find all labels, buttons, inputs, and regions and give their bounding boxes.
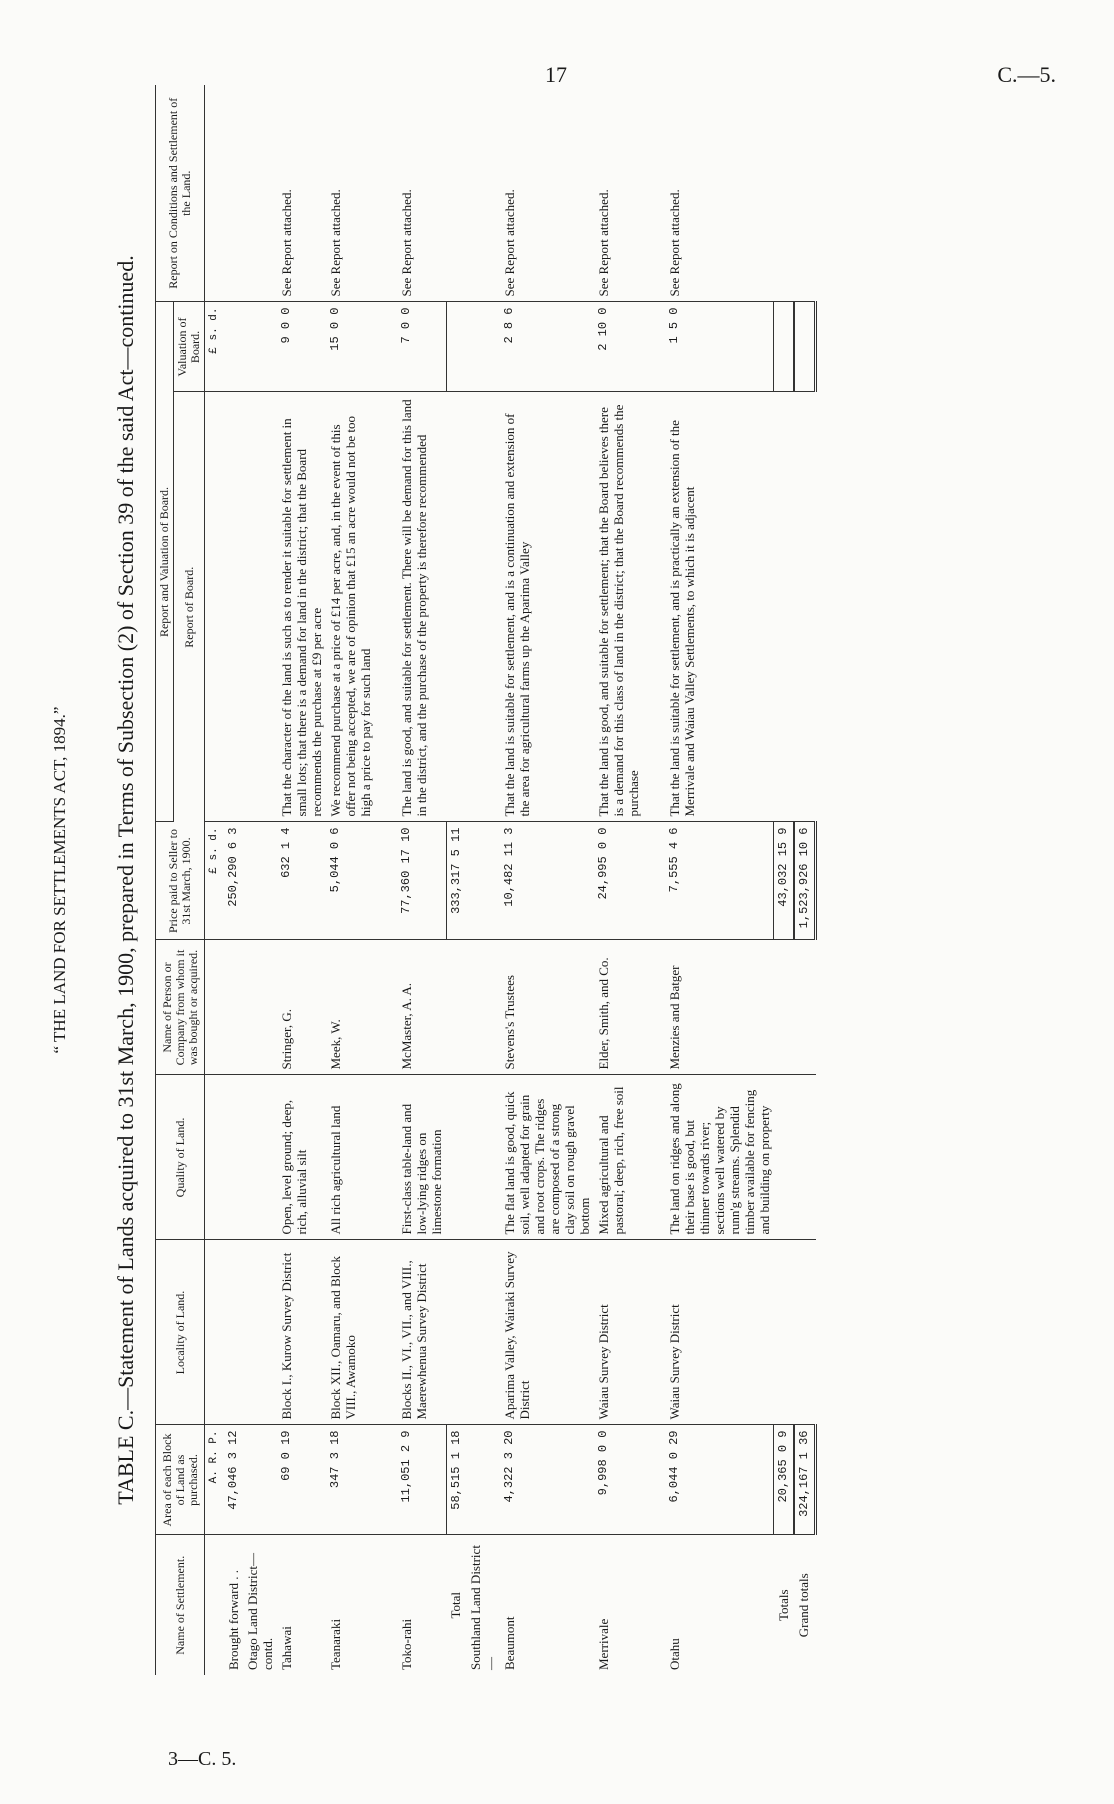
table-row — [594, 85, 643, 1675]
cell-seller — [224, 940, 243, 1075]
cell-seller — [794, 940, 816, 1075]
cell-quality — [243, 1075, 277, 1240]
cell-price: 1,523,926 10 6 — [794, 822, 816, 940]
cell-valuation — [224, 302, 243, 392]
table-row — [466, 85, 500, 1675]
cell-conditions — [794, 85, 816, 302]
cell-valuation: 2 10 0 — [594, 302, 643, 392]
cell-locality — [466, 1240, 500, 1425]
footer-signature: 3—C. 5. — [168, 1748, 237, 1770]
table-title-main: TABLE C.—Statement of Lands acquired to 31st March, 1900, prepared in Terms of Subsection (2) of Section 39 of the said Act—continued. — [113, 255, 138, 1505]
cell-conditions: See Report attached. — [397, 85, 446, 302]
cell-valuation — [243, 302, 277, 392]
cell-area: 47,046 3 12 — [224, 1425, 243, 1535]
cell-report — [243, 392, 277, 822]
cell-price: 5,044 0 6 — [326, 822, 375, 940]
price-units: £ s. d. — [205, 822, 225, 940]
spacer-row — [375, 85, 397, 1675]
table-row — [794, 85, 816, 1675]
cell-locality: Aparima Valley, Wairaki Survey District — [500, 1240, 594, 1425]
cell-price: 10,482 11 3 — [500, 822, 594, 940]
cell-name: Totals — [775, 1589, 791, 1622]
cell-locality: Blocks II., VI., VII., and VIII., Maerewhenua Survey District — [397, 1240, 446, 1425]
cell-quality: First-class table-land and low-lying ridges on limestone formation — [397, 1075, 446, 1240]
cell-area: 20,365 0 9 — [774, 1425, 795, 1535]
act-title: “ THE LAND FOR SETTLEMENTS ACT, 1894.” — [50, 706, 69, 1054]
col-header-area: Area of each Block of Land as purchased. — [156, 1425, 205, 1535]
cell-name: Grand totals — [796, 1573, 811, 1638]
cell-valuation: 2 8 6 — [500, 302, 594, 392]
cell-seller: Elder, Smith, and Co. — [594, 940, 643, 1075]
cell-name: Beaumont — [501, 1616, 517, 1670]
cell-conditions — [224, 85, 243, 302]
cell-conditions — [446, 85, 466, 302]
col-header-seller: Name of Person or Company from whom it was bought or acquired. — [156, 940, 205, 1075]
cell-quality — [446, 1075, 466, 1240]
cell-valuation — [446, 302, 466, 392]
cell-seller: McMaster, A. A. — [397, 940, 446, 1075]
cell-valuation: 15 0 0 — [326, 302, 375, 392]
cell-name: Brought forward . . — [226, 1569, 241, 1670]
cell-price: 77,360 17 10 — [397, 822, 446, 940]
cell-conditions — [466, 85, 500, 302]
table-row — [665, 85, 774, 1675]
cell-report — [466, 392, 500, 822]
cell-conditions: See Report attached. — [326, 85, 375, 302]
cell-name: Total — [448, 1591, 463, 1619]
col-header-quality: Quality of Land. — [156, 1075, 205, 1240]
cell-name: Tahawai — [279, 1626, 294, 1670]
cell-locality — [794, 1240, 816, 1425]
cell-area: 324,167 1 36 — [794, 1425, 816, 1535]
table-row — [224, 85, 243, 1675]
cell-name: Southland Land District— — [467, 1545, 498, 1670]
cell-seller: Stevens's Trustees — [500, 940, 594, 1075]
valuation-units: £ s. d. — [205, 302, 225, 392]
cell-conditions: See Report attached. — [500, 85, 594, 302]
cell-seller — [466, 940, 500, 1075]
cell-report: That the land is suitable for settlement, and is practically an extension of the Merrivale and Waiau Valley Settlements, to which it is adjacent — [665, 392, 774, 822]
table-row — [446, 85, 466, 1675]
cell-area: 4,322 3 20 — [500, 1425, 594, 1535]
cell-locality — [446, 1240, 466, 1425]
cell-quality: The flat land is good, quick soil, well adapted for grain and root crops. The ridges are composed of a strong clay soil on rough gravel bottom — [500, 1075, 594, 1240]
table-row — [243, 85, 277, 1675]
cell-valuation: 9 0 0 — [277, 302, 326, 392]
cell-price: 43,032 15 9 — [774, 822, 795, 940]
col-header-name: Name of Settlement. — [156, 1535, 205, 1675]
col-header-report: Report of Board. — [174, 392, 205, 822]
cell-price — [466, 822, 500, 940]
cell-conditions: See Report attached. — [665, 85, 774, 302]
cell-price: 24,995 0 0 — [594, 822, 643, 940]
cell-seller — [243, 940, 277, 1075]
spacer-row — [643, 85, 665, 1675]
table-row — [774, 85, 795, 1675]
cell-area — [466, 1425, 500, 1535]
cell-area: 9,998 0 0 — [594, 1425, 643, 1535]
table-title — [110, 60, 142, 1700]
cell-valuation: 7 0 0 — [397, 302, 446, 392]
cell-locality: Block XII., Oamaru, and Block VIII., Awamoko — [326, 1240, 375, 1425]
col-header-price: Price paid to Seller to 31st March, 1900. — [156, 822, 205, 940]
cell-locality: Block I., Kurow Survey District — [277, 1240, 326, 1425]
cell-area: 11,051 2 9 — [397, 1425, 446, 1535]
cell-quality: All rich agricultural land — [326, 1075, 375, 1240]
cell-quality — [774, 1075, 795, 1240]
cell-price: 7,555 4 6 — [665, 822, 774, 940]
cell-report — [794, 392, 816, 822]
table-body — [205, 85, 816, 1675]
cell-area: 6,044 0 29 — [665, 1425, 774, 1535]
cell-report: That the character of the land is such as to render it suitable for settlement in small lots; that there is a demand for land in the district; that the Board recommends the purchase at £9 per acre — [277, 392, 326, 822]
page-number: 17 — [545, 62, 567, 87]
col-header-conditions: Report on Conditions and Settlement of the Land. — [156, 85, 205, 302]
units-row — [205, 85, 225, 1675]
settlement-lands-table — [155, 85, 817, 1675]
cell-report: That the land is good, and suitable for settlement; that the Board believes there is a demand for this class of land in the district; that the Board recommends the purchase — [594, 392, 643, 822]
cell-seller — [774, 940, 795, 1075]
cell-conditions: See Report attached. — [594, 85, 643, 302]
cell-locality — [774, 1240, 795, 1425]
cell-quality — [224, 1075, 243, 1240]
cell-quality: Mixed agricultural and pastoral; deep, rich, free soil — [594, 1075, 643, 1240]
cell-quality — [466, 1075, 500, 1240]
table-row — [500, 85, 594, 1675]
cell-name: Otago Land District—contd. — [245, 1553, 275, 1670]
cell-seller: Menzies and Batger — [665, 940, 774, 1075]
cell-valuation — [794, 302, 816, 392]
cell-area: 347 3 18 — [326, 1425, 375, 1535]
cell-price — [243, 822, 277, 940]
cell-area: 58,515 1 18 — [446, 1425, 466, 1535]
cell-name: Otahu — [666, 1638, 682, 1670]
rotated-table-page — [50, 60, 1110, 1700]
cell-area: 69 0 19 — [277, 1425, 326, 1535]
cell-price: 632 1 4 — [277, 822, 326, 940]
cell-area — [243, 1425, 277, 1535]
cell-locality: Waiau Survey District — [594, 1240, 643, 1425]
document-code: C.—5. — [997, 62, 1056, 87]
cell-seller: Stringer, G. — [277, 940, 326, 1075]
cell-seller — [446, 940, 466, 1075]
cell-price: 333,317 5 11 — [446, 822, 466, 940]
cell-valuation: 1 5 0 — [665, 302, 774, 392]
cell-conditions — [243, 85, 277, 302]
cell-quality: The land on ridges and along their base is good, but thinner towards river; sections well watered by runn'g streams. Splendid timber available for fencing and building on property — [665, 1075, 774, 1240]
table-row — [277, 85, 326, 1675]
cell-seller: Meek, W. — [326, 940, 375, 1075]
cell-report: We recommend purchase at a price of £14 per acre, and, in the event of this offer not being accepted, we are of opinion that £15 an acre would not be too high a price to pay for such land — [326, 392, 375, 822]
cell-report — [774, 392, 795, 822]
cell-quality: Open, level ground; deep, rich, alluvial silt — [277, 1075, 326, 1240]
col-header-board-group: Report and Valuation of Board. — [156, 302, 174, 822]
cell-report: That the land is suitable for settlement, and is a continuation and extension of the area for agricultural farms up the Aparima Valley — [500, 392, 594, 822]
cell-conditions — [774, 85, 795, 302]
cell-locality — [224, 1240, 243, 1425]
cell-locality: Waiau Survey District — [665, 1240, 774, 1425]
cell-name: Teanaraki — [328, 1618, 343, 1670]
cell-conditions: See Report attached. — [277, 85, 326, 302]
cell-name: Merrivale — [595, 1618, 611, 1670]
cell-price: 250,290 6 3 — [224, 822, 243, 940]
table-row — [326, 85, 375, 1675]
cell-quality — [794, 1075, 816, 1240]
col-header-valuation: Valuation of Board. — [174, 302, 205, 392]
cell-name: Toko-rahi — [399, 1618, 414, 1670]
cell-report: The land is good, and suitable for settlement. There will be demand for this land in the district, and the purchase of the property is therefore recommended — [397, 392, 446, 822]
col-header-locality: Locality of Land. — [156, 1240, 205, 1425]
cell-valuation — [774, 302, 795, 392]
table-row — [397, 85, 446, 1675]
area-units: A. R. P. — [205, 1425, 225, 1535]
cell-report — [224, 392, 243, 822]
cell-valuation — [466, 302, 500, 392]
cell-report — [446, 392, 466, 822]
cell-locality — [243, 1240, 277, 1425]
